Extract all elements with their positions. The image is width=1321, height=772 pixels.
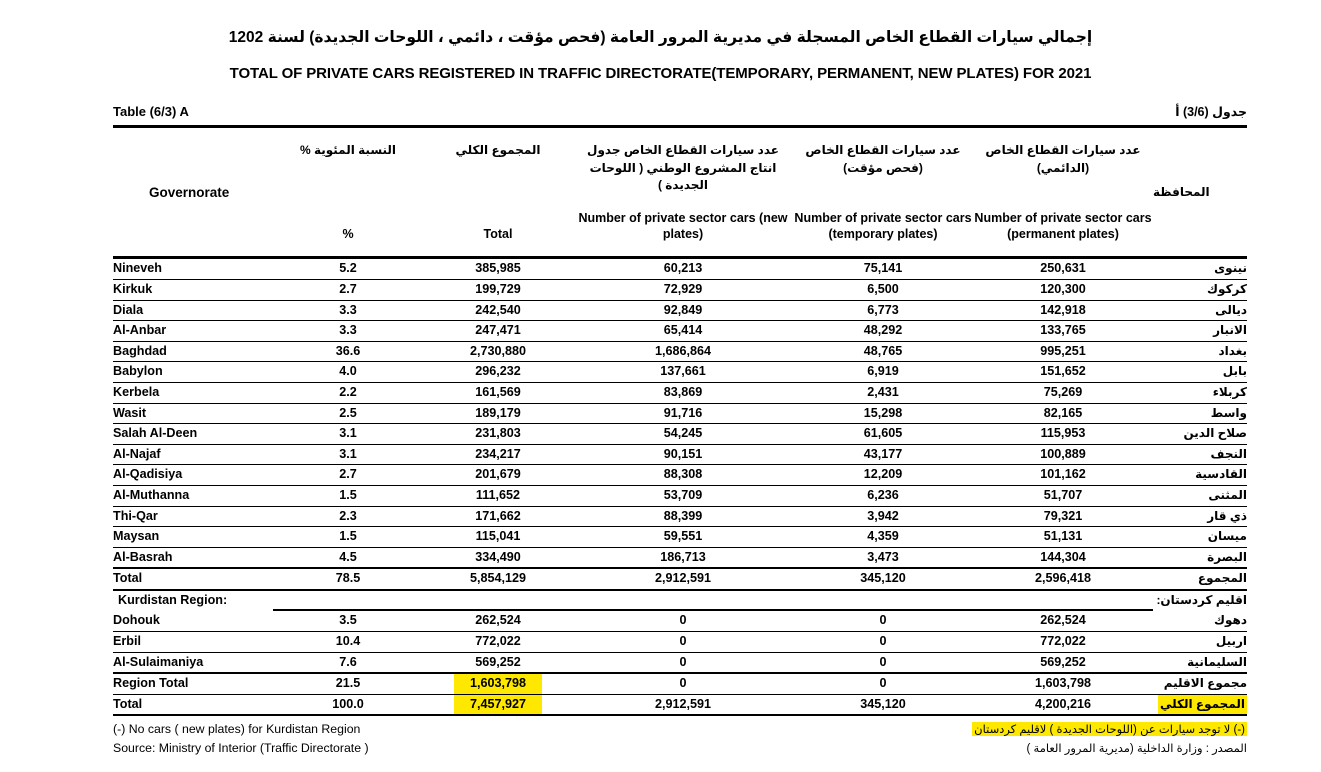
cell-kurdistan-heading-rule (793, 590, 973, 611)
cell-kurdistan-heading-rule (423, 590, 573, 611)
column-header-new-plates-arabic: عدد سيارات القطاع الخاص جدول انتاج المشروع الوطني ( اللوحات الجديدة ) (587, 143, 779, 193)
column-header-percent-english: % (342, 227, 354, 242)
cell-governorate-arabic: اربيل (1153, 632, 1247, 653)
cell-governorate: Diala (113, 300, 273, 321)
private-cars-table (113, 125, 1247, 716)
cell-temp: 345,120 (793, 694, 973, 715)
column-header-governorate-label: Governorate (149, 184, 230, 200)
cell-governorate-arabic: النجف (1153, 444, 1247, 465)
footnote-row (113, 741, 1247, 755)
cell-total: 5,854,129 (423, 568, 573, 590)
cell-perm: 569,252 (973, 652, 1153, 673)
cell-pct: 4.0 (273, 362, 423, 383)
table-caption-english: Table (6/3) A (113, 104, 189, 120)
cell-new: 1,686,864 (573, 341, 793, 362)
table-row-kurdistan (113, 632, 1247, 653)
cell-pct: 1.5 (273, 485, 423, 506)
cell-governorate-arabic: المثنى (1153, 485, 1247, 506)
cell-temp: 6,773 (793, 300, 973, 321)
table-row-kurdistan (113, 610, 1247, 631)
table-row-governorate (113, 362, 1247, 383)
column-header-permanent-plates-arabic: عدد سيارات القطاع الخاص (الدائمي) (985, 143, 1141, 175)
cell-governorate: Al-Najaf (113, 444, 273, 465)
cell-total: 334,490 (423, 547, 573, 568)
cell-governorate: Kerbela (113, 382, 273, 403)
column-header-percent-arabic: النسبة المئوية % (299, 143, 397, 158)
cell-new: 54,245 (573, 424, 793, 445)
cell-new: 53,709 (573, 485, 793, 506)
cell-pct: 3.1 (273, 424, 423, 445)
cell-governorate: Wasit (113, 403, 273, 424)
cell-governorate: Total (113, 568, 273, 590)
footnote-english: (-) No cars ( new plates) for Kurdistan Region (113, 722, 361, 737)
table-row-governorate (113, 300, 1247, 321)
table-row-governorate (113, 465, 1247, 486)
cell-new: 137,661 (573, 362, 793, 383)
cell-perm: 262,524 (973, 610, 1153, 631)
column-header-temporary-plates-english: Number of private sector cars (temporary plates) (794, 211, 972, 242)
table-row-subtotal (113, 568, 1247, 590)
cell-new: 0 (573, 632, 793, 653)
cell-kurdistan-heading-rule (973, 590, 1153, 611)
cell-pct: 2.5 (273, 403, 423, 424)
cell-temp: 0 (793, 673, 973, 694)
cell-new: 0 (573, 652, 793, 673)
cell-governorate-arabic: المجموع (1153, 568, 1247, 590)
cell-total: 171,662 (423, 506, 573, 527)
cell-perm: 120,300 (973, 279, 1153, 300)
cell-governorate: Thi-Qar (113, 506, 273, 527)
cell-total: 199,729 (423, 279, 573, 300)
footnote-arabic: المصدر : وزارة الداخلية (مديرية المرور العامة ) (1026, 743, 1247, 756)
cell-pct: 3.5 (273, 610, 423, 631)
highlighted-footnote-arabic: (-) لا توجد سيارات عن (اللوحات الجديدة ) لاقليم كردستان (974, 724, 1245, 737)
cell-pct: 2.3 (273, 506, 423, 527)
cell-kurdistan-heading: Kurdistan Region: (118, 592, 228, 607)
table-row-governorate (113, 279, 1247, 300)
cell-perm: 51,131 (973, 527, 1153, 548)
cell-pct: 3.3 (273, 321, 423, 342)
cell-perm: 995,251 (973, 341, 1153, 362)
cell-total: 161,569 (423, 382, 573, 403)
page-titles (0, 0, 1321, 82)
cell-temp: 43,177 (793, 444, 973, 465)
cell-pct: 2.2 (273, 382, 423, 403)
table-body (113, 258, 1247, 716)
cell-new: 2,912,591 (573, 694, 793, 715)
cell-total: 231,803 (423, 424, 573, 445)
cell-new: 60,213 (573, 258, 793, 280)
cell-perm: 151,652 (973, 362, 1153, 383)
cell-governorate: Al-Basrah (113, 547, 273, 568)
cell-governorate-arabic: بغداد (1153, 341, 1247, 362)
table-row-governorate (113, 424, 1247, 445)
cell-temp: 12,209 (793, 465, 973, 486)
table-row-governorate (113, 527, 1247, 548)
cell-governorate: Al-Anbar (113, 321, 273, 342)
cell-perm: 142,918 (973, 300, 1153, 321)
footnotes (113, 722, 1247, 755)
table-row-governorate (113, 444, 1247, 465)
cell-new: 0 (573, 610, 793, 631)
cell-governorate-arabic: دهوك (1153, 610, 1247, 631)
cell-total (423, 673, 573, 694)
footnote-english: Source: Ministry of Interior (Traffic Directorate ) (113, 741, 369, 756)
cell-new: 72,929 (573, 279, 793, 300)
cell-temp: 6,236 (793, 485, 973, 506)
cell-pct: 3.1 (273, 444, 423, 465)
table-row-governorate (113, 321, 1247, 342)
cell-temp: 48,292 (793, 321, 973, 342)
title-english: TOTAL OF PRIVATE CARS REGISTERED IN TRAFFIC DIRECTORATE(TEMPORARY, PERMANENT, NEW PLATES) FOR 2021 (229, 65, 1092, 83)
cell-governorate: Nineveh (113, 258, 273, 280)
cell-governorate-arabic: بابل (1153, 362, 1247, 383)
cell-kurdistan-heading-rule (273, 590, 423, 611)
cell-pct: 36.6 (273, 341, 423, 362)
cell-new: 90,151 (573, 444, 793, 465)
cell-new: 83,869 (573, 382, 793, 403)
cell-perm: 79,321 (973, 506, 1153, 527)
cell-total: 242,540 (423, 300, 573, 321)
cell-perm: 51,707 (973, 485, 1153, 506)
cell-perm: 133,765 (973, 321, 1153, 342)
cell-temp: 61,605 (793, 424, 973, 445)
cell-temp: 75,141 (793, 258, 973, 280)
cell-perm: 1,603,798 (973, 673, 1153, 694)
column-header-permanent-plates (973, 127, 1153, 258)
cell-governorate: Al-Muthanna (113, 485, 273, 506)
cell-new: 65,414 (573, 321, 793, 342)
cell-new: 2,912,591 (573, 568, 793, 590)
column-header-new-plates-english: Number of private sector cars (new plates) (578, 211, 788, 242)
cell-pct: 1.5 (273, 527, 423, 548)
cell-perm: 772,022 (973, 632, 1153, 653)
cell-total: 569,252 (423, 652, 573, 673)
column-header-permanent-plates-english: Number of private sector cars (permanent plates) (974, 211, 1152, 242)
column-header-total-arabic: المجموع الكلي (455, 143, 541, 158)
cell-temp: 48,765 (793, 341, 973, 362)
highlighted-total-value: 1,603,798 (454, 674, 542, 694)
cell-new: 186,713 (573, 547, 793, 568)
table-caption (113, 104, 1247, 119)
cell-pct: 78.5 (273, 568, 423, 590)
table-row-region-total (113, 673, 1247, 694)
cell-pct: 100.0 (273, 694, 423, 715)
cell-new: 92,849 (573, 300, 793, 321)
cell-governorate: Dohouk (113, 610, 273, 631)
cell-perm: 2,596,418 (973, 568, 1153, 590)
cell-new: 91,716 (573, 403, 793, 424)
cell-governorate: Region Total (113, 673, 273, 694)
cell-governorate-arabic: القادسية (1153, 465, 1247, 486)
cell-temp: 15,298 (793, 403, 973, 424)
cell-kurdistan-heading-rule (573, 590, 793, 611)
column-header-total (423, 127, 573, 258)
cell-governorate-arabic: ديالى (1153, 300, 1247, 321)
cell-temp: 0 (793, 652, 973, 673)
cell-perm: 115,953 (973, 424, 1153, 445)
cell-governorate-arabic: صلاح الدين (1153, 424, 1247, 445)
cell-temp: 0 (793, 610, 973, 631)
cell-total: 189,179 (423, 403, 573, 424)
highlighted-total-value: 7,457,927 (454, 695, 542, 715)
cell-temp: 3,473 (793, 547, 973, 568)
highlighted-arabic-label: المجموع الكلي (1158, 695, 1247, 715)
cell-total: 262,524 (423, 610, 573, 631)
cell-temp: 6,500 (793, 279, 973, 300)
cell-governorate: Salah Al-Deen (113, 424, 273, 445)
cell-perm: 100,889 (973, 444, 1153, 465)
cell-pct: 21.5 (273, 673, 423, 694)
cell-governorate-arabic: مجموع الاقليم (1153, 673, 1247, 694)
cell-total: 772,022 (423, 632, 573, 653)
table-row-kurdistan (113, 652, 1247, 673)
cell-temp: 0 (793, 632, 973, 653)
cell-perm: 250,631 (973, 258, 1153, 280)
cell-temp: 3,942 (793, 506, 973, 527)
cell-perm: 101,162 (973, 465, 1153, 486)
cell-pct: 3.3 (273, 300, 423, 321)
title-arabic: إجمالي سيارات القطاع الخاص المسجلة في مديرية المرور العامة (فحص مؤقت ، دائمي ، اللوحات الجديدة) لسنة 2021 (228, 29, 1093, 46)
cell-new: 88,399 (573, 506, 793, 527)
cell-governorate: Total (113, 694, 273, 715)
cell-temp: 2,431 (793, 382, 973, 403)
cell-governorate-arabic: ميسان (1153, 527, 1247, 548)
cell-perm: 144,304 (973, 547, 1153, 568)
cell-temp: 4,359 (793, 527, 973, 548)
cell-total: 296,232 (423, 362, 573, 383)
column-header-percent (273, 127, 423, 258)
cell-governorate-arabic: الانبار (1153, 321, 1247, 342)
cell-governorate-arabic: كركوك (1153, 279, 1247, 300)
cell-governorate-arabic: كربلاء (1153, 382, 1247, 403)
table-row-grand-total (113, 694, 1247, 715)
table-header (113, 127, 1247, 258)
cell-governorate: Baghdad (113, 341, 273, 362)
cell-governorate-arabic: البصرة (1153, 547, 1247, 568)
cell-total (423, 694, 573, 715)
table-row-governorate (113, 382, 1247, 403)
table-row-kurdistan-heading (113, 590, 1247, 611)
cell-pct: 10.4 (273, 632, 423, 653)
cell-total: 234,217 (423, 444, 573, 465)
cell-total: 2,730,880 (423, 341, 573, 362)
column-header-new-plates (573, 127, 793, 258)
footnote-arabic (972, 722, 1247, 736)
column-header-governorate-arabic (1153, 127, 1247, 258)
table-row-governorate (113, 547, 1247, 568)
cell-pct: 4.5 (273, 547, 423, 568)
column-header-temporary-plates-arabic: عدد سيارات القطاع الخاص (فحص مؤقت) (805, 143, 961, 175)
cell-perm: 75,269 (973, 382, 1153, 403)
table-container (113, 125, 1247, 716)
cell-total: 115,041 (423, 527, 573, 548)
cell-total: 201,679 (423, 465, 573, 486)
cell-pct: 5.2 (273, 258, 423, 280)
table-row-governorate (113, 341, 1247, 362)
table-caption-arabic: جدول (3/6) أ (1175, 105, 1247, 120)
cell-kurdistan-heading-arabic: اقليم كردستان: (1156, 592, 1247, 607)
cell-governorate: Erbil (113, 632, 273, 653)
cell-new: 59,551 (573, 527, 793, 548)
cell-governorate: Kirkuk (113, 279, 273, 300)
column-header-governorate (113, 127, 273, 258)
table-row-governorate (113, 258, 1247, 280)
cell-new: 0 (573, 673, 793, 694)
table-row-governorate (113, 403, 1247, 424)
cell-total: 111,652 (423, 485, 573, 506)
table-row-governorate (113, 506, 1247, 527)
cell-temp: 6,919 (793, 362, 973, 383)
cell-temp: 345,120 (793, 568, 973, 590)
column-header-temporary-plates (793, 127, 973, 258)
cell-perm: 82,165 (973, 403, 1153, 424)
cell-perm: 4,200,216 (973, 694, 1153, 715)
column-header-governorate-arabic-label: المحافظة (1153, 185, 1210, 200)
cell-total: 247,471 (423, 321, 573, 342)
cell-pct: 2.7 (273, 465, 423, 486)
cell-governorate: Al-Qadisiya (113, 465, 273, 486)
cell-governorate-arabic: نينوى (1153, 258, 1247, 280)
cell-governorate: Al-Sulaimaniya (113, 652, 273, 673)
cell-governorate-arabic (1153, 694, 1247, 715)
cell-governorate: Babylon (113, 362, 273, 383)
cell-governorate-arabic: واسط (1153, 403, 1247, 424)
cell-total: 385,985 (423, 258, 573, 280)
cell-new: 88,308 (573, 465, 793, 486)
cell-governorate-arabic: ذي قار (1153, 506, 1247, 527)
footnote-row (113, 722, 1247, 736)
cell-pct: 2.7 (273, 279, 423, 300)
cell-pct: 7.6 (273, 652, 423, 673)
cell-governorate-arabic: السليمانية (1153, 652, 1247, 673)
cell-governorate: Maysan (113, 527, 273, 548)
column-header-total-english: Total (483, 227, 513, 242)
table-row-governorate (113, 485, 1247, 506)
